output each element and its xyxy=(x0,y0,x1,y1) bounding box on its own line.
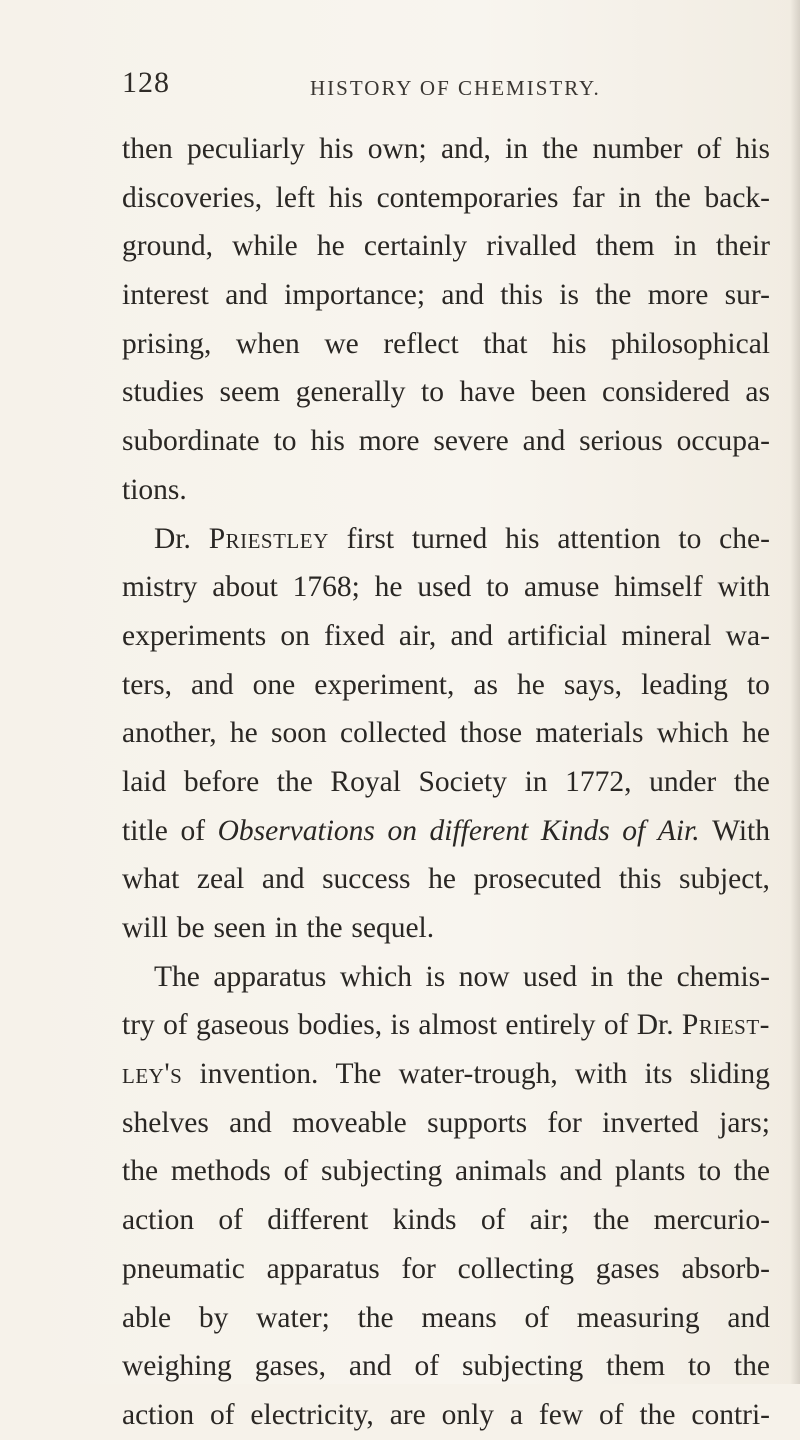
word: subjecting xyxy=(320,1155,443,1188)
word: what xyxy=(122,863,180,896)
word: of xyxy=(524,1301,550,1334)
word: measuring xyxy=(576,1301,700,1334)
text-line xyxy=(122,368,770,417)
word: this xyxy=(500,279,543,312)
word: of xyxy=(163,1009,188,1042)
word: with xyxy=(717,571,770,604)
word: leading xyxy=(641,668,728,701)
word: himself xyxy=(614,571,703,604)
word: he xyxy=(229,717,258,750)
word: of xyxy=(603,1009,629,1042)
word: seen xyxy=(213,912,266,944)
word: serious xyxy=(579,425,663,458)
word: experiments xyxy=(122,619,267,652)
word: collected xyxy=(340,717,447,750)
word: of xyxy=(209,1398,235,1431)
word: and, xyxy=(440,133,491,165)
word: subjecting xyxy=(461,1350,584,1383)
word: pneumatic xyxy=(122,1252,245,1285)
word: The xyxy=(154,960,200,993)
word: mistry xyxy=(122,571,198,604)
word: number xyxy=(592,133,683,165)
word: the xyxy=(542,133,579,165)
word: to xyxy=(486,571,510,604)
text-line xyxy=(122,904,770,953)
word: he xyxy=(374,571,403,604)
word: zeal xyxy=(196,863,245,896)
word: Priest- xyxy=(681,1009,770,1042)
word: the xyxy=(276,765,313,798)
word: of xyxy=(283,1155,309,1188)
word: about xyxy=(212,571,278,604)
text-line xyxy=(122,855,770,904)
word: them xyxy=(606,1350,666,1383)
text-line xyxy=(122,953,770,1002)
text-line xyxy=(122,125,770,174)
word: different xyxy=(267,1204,369,1237)
word: have xyxy=(459,376,516,409)
word: the xyxy=(639,1398,676,1431)
word: the xyxy=(357,1301,394,1334)
page-header xyxy=(122,66,722,106)
word: used xyxy=(417,571,472,604)
word: in xyxy=(590,960,614,993)
word: says, xyxy=(563,668,623,701)
word: means xyxy=(421,1301,497,1334)
word: and xyxy=(450,619,494,652)
word: which xyxy=(339,960,412,993)
word: are xyxy=(389,1398,426,1431)
word: in xyxy=(524,765,548,798)
word: left xyxy=(275,181,315,214)
word: which xyxy=(656,717,729,750)
word: and xyxy=(225,279,268,312)
word: action xyxy=(122,1398,195,1431)
word: for xyxy=(401,1252,436,1285)
word: the xyxy=(627,960,664,993)
word: interest xyxy=(122,279,209,312)
word: apparatus xyxy=(266,1252,380,1285)
word: amuse xyxy=(524,571,600,604)
word: apparatus xyxy=(213,960,327,993)
word: he xyxy=(742,717,770,750)
word: the xyxy=(595,279,632,312)
word: rivalled xyxy=(486,230,577,263)
word: peculiarly xyxy=(186,133,305,165)
word: gaseous xyxy=(195,1009,290,1042)
word: and xyxy=(441,279,484,312)
word: severe xyxy=(433,425,509,458)
word: che- xyxy=(719,522,770,555)
word: on xyxy=(280,619,310,652)
word: Kinds xyxy=(540,814,610,847)
word: Air. xyxy=(657,814,700,847)
word: to xyxy=(273,425,297,458)
word: try xyxy=(122,1009,155,1042)
word: one xyxy=(252,668,296,701)
word: and xyxy=(727,1301,770,1334)
word: as xyxy=(473,668,498,701)
word: 1768; xyxy=(292,571,360,604)
word: far xyxy=(572,181,605,214)
word: With xyxy=(712,814,770,847)
word: to xyxy=(746,668,770,701)
word: mineral xyxy=(621,619,712,652)
word: his xyxy=(310,425,345,458)
word: inverted xyxy=(602,1106,699,1139)
text-line xyxy=(122,1245,770,1294)
word: in xyxy=(505,133,529,165)
text-line xyxy=(122,271,770,320)
word: the xyxy=(593,1204,630,1237)
word: with xyxy=(574,1058,628,1091)
text-line xyxy=(122,612,770,661)
word: will xyxy=(122,912,168,944)
word: to xyxy=(688,1350,711,1383)
word: his xyxy=(328,181,363,214)
word: seem xyxy=(219,376,281,409)
word: his xyxy=(735,133,770,165)
word: sur- xyxy=(724,279,770,312)
word: importance; xyxy=(284,279,426,312)
word: ley's xyxy=(122,1058,183,1091)
word: different xyxy=(429,814,529,847)
word: mercurio- xyxy=(653,1204,770,1237)
word: the xyxy=(654,181,691,214)
word: them xyxy=(595,230,655,263)
text-line xyxy=(122,222,770,271)
word: is xyxy=(559,279,579,312)
text-line xyxy=(122,1196,770,1245)
word: reflect xyxy=(383,327,459,360)
word: Observations xyxy=(217,814,375,847)
word: more xyxy=(647,279,709,312)
word: laid xyxy=(122,765,167,798)
word: almost xyxy=(418,1009,498,1042)
word: of xyxy=(480,1204,506,1237)
word: success xyxy=(322,863,411,896)
word: back- xyxy=(704,181,770,214)
word: discoveries, xyxy=(122,181,263,214)
word: occupa- xyxy=(676,425,770,458)
word: on xyxy=(387,814,417,847)
word: entirely xyxy=(505,1009,596,1042)
word: gases, xyxy=(254,1350,326,1383)
text-line xyxy=(122,1391,770,1440)
word: his xyxy=(552,327,587,360)
word: able xyxy=(122,1301,172,1334)
word: subject, xyxy=(678,863,770,896)
word: water-trough, xyxy=(398,1058,558,1091)
text-line xyxy=(122,1099,770,1148)
word: he xyxy=(428,863,456,896)
word: contri- xyxy=(691,1398,770,1431)
word: the xyxy=(733,1350,770,1383)
text-line xyxy=(122,320,770,369)
word: certainly xyxy=(363,230,468,263)
text-line xyxy=(122,1001,770,1050)
word: philosophical xyxy=(611,327,770,360)
word: and xyxy=(261,863,305,896)
text-line xyxy=(122,417,770,466)
word: be xyxy=(176,912,205,944)
word: of xyxy=(622,814,646,847)
word: more xyxy=(358,425,420,458)
text-line xyxy=(122,709,770,758)
word: a xyxy=(509,1398,523,1431)
word: of xyxy=(598,1398,624,1431)
word: generally xyxy=(295,376,406,409)
word: to xyxy=(678,522,702,555)
word: that xyxy=(483,327,528,360)
word: first xyxy=(346,522,395,555)
word: subordinate xyxy=(122,425,260,458)
word: while xyxy=(232,230,298,263)
text-line xyxy=(122,661,770,710)
word: moveable xyxy=(292,1106,407,1139)
word: in xyxy=(274,912,298,944)
word: few xyxy=(538,1398,584,1431)
word: 1772, xyxy=(565,765,632,798)
word: methods xyxy=(170,1155,271,1188)
word: action xyxy=(122,1204,195,1237)
word: prising, xyxy=(122,327,212,360)
word: before xyxy=(183,765,260,798)
text-line xyxy=(122,758,770,807)
word: kinds xyxy=(392,1204,457,1237)
word: Society xyxy=(418,765,507,798)
word: used xyxy=(523,960,578,993)
text-line xyxy=(122,174,770,223)
body-text xyxy=(122,125,770,1440)
word: contemporaries xyxy=(376,181,559,214)
text-line xyxy=(122,1147,770,1196)
word: then xyxy=(122,133,173,165)
word: now xyxy=(458,960,510,993)
word: and xyxy=(522,425,566,458)
word: the xyxy=(733,765,770,798)
word: of xyxy=(696,133,722,165)
word: studies xyxy=(122,376,204,409)
word: the xyxy=(306,912,343,944)
word: of xyxy=(218,1204,243,1237)
word: invention. xyxy=(199,1058,319,1091)
word: the xyxy=(733,1155,770,1188)
text-line xyxy=(122,515,770,564)
text-line xyxy=(122,1050,770,1099)
word: materials xyxy=(535,717,644,750)
word: The xyxy=(335,1058,382,1091)
word: fixed xyxy=(324,619,385,652)
word: considered xyxy=(602,376,730,409)
word: sliding xyxy=(689,1058,770,1091)
word: those xyxy=(459,717,523,750)
word: attention xyxy=(557,522,661,555)
word: animals xyxy=(454,1155,547,1188)
word: the xyxy=(122,1155,159,1188)
word: ground, xyxy=(122,230,213,263)
text-line xyxy=(122,466,770,515)
word: chemis- xyxy=(676,960,770,993)
word: of xyxy=(414,1350,440,1383)
word: only xyxy=(441,1398,495,1431)
word: bodies, xyxy=(297,1009,383,1042)
word: and xyxy=(191,668,234,701)
word: is xyxy=(390,1009,411,1042)
page-edge-shadow xyxy=(790,0,800,1384)
word: plants xyxy=(614,1155,686,1188)
word: been xyxy=(530,376,587,409)
word: to xyxy=(421,376,444,409)
word: ters, xyxy=(122,668,172,701)
word: when xyxy=(235,327,300,360)
word: Priestley xyxy=(208,522,329,555)
word: his xyxy=(505,522,540,555)
word: experiment, xyxy=(314,668,455,701)
word: their xyxy=(715,230,770,263)
word: air; xyxy=(529,1204,570,1237)
word: in xyxy=(673,230,697,263)
word: to xyxy=(698,1155,722,1188)
word: soon xyxy=(271,717,327,750)
running-head: HISTORY OF CHEMISTRY. xyxy=(310,76,601,100)
word: collecting xyxy=(457,1252,574,1285)
word: and xyxy=(559,1155,603,1188)
text-line xyxy=(122,807,770,856)
word: Royal xyxy=(330,765,401,798)
word: this xyxy=(618,863,662,896)
word: another, xyxy=(122,717,217,750)
word: and xyxy=(348,1350,392,1383)
word: turned xyxy=(411,522,488,555)
word: Dr. xyxy=(636,1009,674,1042)
word: by xyxy=(198,1301,229,1334)
word: electricity, xyxy=(250,1398,374,1431)
word: prosecuted xyxy=(473,863,602,896)
word: weighing xyxy=(122,1350,232,1383)
word: title xyxy=(122,814,168,847)
word: air, xyxy=(398,619,437,652)
word: Dr. xyxy=(154,522,191,555)
word: as xyxy=(745,376,770,409)
word: gases xyxy=(595,1252,660,1285)
page-number: 128 xyxy=(122,66,170,99)
word: is xyxy=(425,960,446,993)
word: wa- xyxy=(725,619,770,652)
text-line xyxy=(122,563,770,612)
word: he xyxy=(516,668,545,701)
word: its xyxy=(644,1058,673,1091)
word: artificial xyxy=(507,619,608,652)
word: of xyxy=(180,814,206,847)
word: shelves xyxy=(122,1106,209,1139)
word: tions. xyxy=(122,473,187,506)
word: water; xyxy=(256,1301,330,1334)
word: in xyxy=(618,181,642,214)
word: own; xyxy=(367,133,427,165)
word: supports xyxy=(427,1106,528,1139)
word: jars; xyxy=(719,1106,770,1139)
word: we xyxy=(324,327,359,360)
word: for xyxy=(547,1106,582,1139)
word: absorb- xyxy=(681,1252,770,1285)
word: and xyxy=(229,1106,272,1139)
word: he xyxy=(316,230,345,263)
word: his xyxy=(319,133,354,165)
word: sequel. xyxy=(351,912,435,944)
text-line xyxy=(122,1294,770,1343)
word: under xyxy=(649,765,717,798)
